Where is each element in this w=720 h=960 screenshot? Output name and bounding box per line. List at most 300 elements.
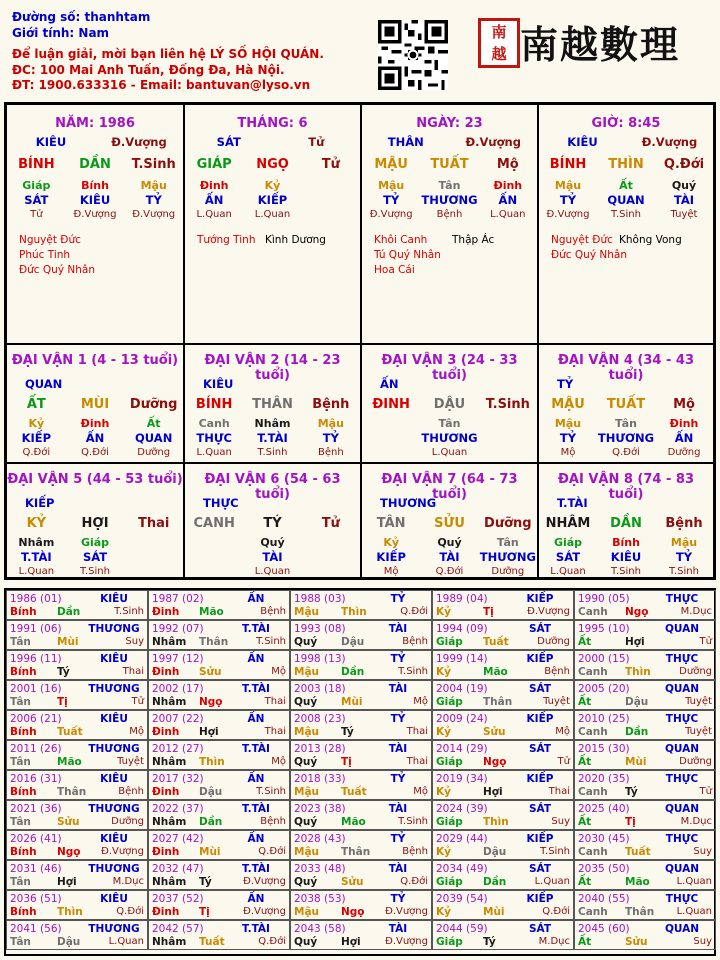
ten-god: THỰC [196,431,232,445]
stem: MẬU [374,157,408,172]
year-ten-god: SÁT [528,803,552,815]
year-growth-state: Dưỡng [679,666,712,677]
year-branch: Mão [341,816,366,828]
year-branch: Tị [625,816,636,828]
hidden-stem [302,536,360,549]
growth-state: Đ.Vượng [369,209,413,220]
annual-luck-cell [148,770,290,800]
shen-sha-star: Tướng Tinh [197,234,256,246]
ten-god: TỶ [559,431,577,445]
year-label: 2032 (47) [152,863,204,875]
year-growth-state: Đ.Vượng [385,936,428,947]
cell-row [7,447,183,458]
year-branch: Mão [483,666,508,678]
hidden-stem: Mậu [317,417,344,430]
year-ten-god: KIẾP [526,893,554,905]
annual-luck-cell [574,710,716,740]
year-growth-state: Tuyệt [117,756,144,767]
hidden-stem: Giáp [22,179,51,192]
annual-luck-cell [6,920,148,950]
annual-luck-cell [148,680,290,710]
year-label: 2018 (33) [294,773,346,785]
decade-star: T.TÀI [557,496,588,510]
year-growth-state: Q.Đới [542,906,570,917]
branch: DẦN [79,157,111,172]
year-branch: Ngọ [625,606,649,618]
year-stem: Giáp [436,876,463,888]
decade-luck-cell [361,344,538,463]
decade-luck-cell [6,463,184,578]
year-growth-state: T.Sinh [540,846,570,857]
growth-state: T.Sinh [80,566,110,577]
shen-sha-list [452,233,494,248]
year-growth-state: Thai [406,726,428,737]
year-ten-god: TÀI [388,743,408,755]
year-branch: Hợi [199,726,219,738]
year-growth-state: Q.Đới [400,876,428,887]
year-label: 2039 (54) [436,893,488,905]
year-stem: Tân [10,876,31,888]
ten-god: QUAN [607,193,645,207]
year-branch: Ngọ [199,696,223,708]
year-ten-god: KIÊU [100,713,128,725]
ten-god: SÁT [24,193,49,207]
hidden-stem: Ất [146,417,161,430]
decade-branch: HỢI [81,516,109,531]
pillar-state: Đ.Vượng [465,135,521,149]
year-branch: Ngọ [57,846,81,858]
year-ten-god: ẤN [247,833,265,845]
annual-luck-cell [432,860,574,890]
ten-god: KIÊU [79,193,111,207]
annual-luck-cell [148,740,290,770]
growth-state [302,566,360,577]
year-label: 2021 (36) [10,803,62,815]
hidden-stem: Kỷ [383,536,400,549]
year-ten-god: ẤN [247,653,265,665]
year-label: 1998 (13) [294,653,346,665]
decade-title: ĐẠI VẬN 8 (74 - 83 tuổi) [558,472,694,502]
cell-row [539,417,713,430]
shen-sha-star: Không Vong [619,234,682,246]
year-branch: Ngọ [341,906,365,918]
annual-luck-cell [290,740,432,770]
year-ten-god: ẤN [247,893,265,905]
shen-sha-star: Thập Ác [452,234,495,246]
cell-row [185,417,360,430]
cell-row [362,397,537,412]
year-label: 1991 (06) [10,623,62,635]
year-ten-god: SÁT [528,863,552,875]
cell-row [539,516,713,531]
annual-luck-table [4,588,716,956]
ten-god [124,550,183,564]
cell-row [7,516,183,531]
annual-luck-cell [6,770,148,800]
year-label: 1995 (10) [578,623,630,635]
ten-god: ẤN [498,193,518,207]
cell-row [7,157,183,172]
year-branch: Mùi [57,636,79,648]
stem: GIÁP [196,157,232,172]
year-growth-state: Tuyệt [685,696,712,707]
year-branch: Tị [57,696,68,708]
ten-god: THƯƠNG [479,550,536,564]
hidden-stem: Canh [198,417,230,430]
pillar-cell [538,104,714,344]
pillar-title: GIỜ: 8:45 [591,116,661,131]
hidden-stem: Mậu [140,179,167,192]
year-branch: Tý [57,666,70,678]
decade-state: Mộ [673,397,695,412]
year-branch: Hợi [57,876,77,888]
year-ten-god: T.TÀI [242,803,270,815]
annual-luck-cell [148,620,290,650]
ten-god: ẤN [674,431,694,445]
growth-state: L.Quan [431,447,468,458]
year-growth-state: Tử [131,696,144,707]
growth-state: Dưỡng [137,447,171,458]
year-ten-god: THƯƠNG [88,923,140,935]
year-branch: Tị [199,906,210,918]
year-label: 2011 (26) [10,743,62,755]
year-stem: Giáp [436,936,463,948]
year-branch: Dần [199,816,223,828]
year-label: 2008 (23) [294,713,346,725]
year-ten-god: T.TÀI [242,683,270,695]
year-ten-god: THƯƠNG [88,623,140,635]
branch: NGỌ [256,157,289,172]
year-label: 2033 (48) [294,863,346,875]
ten-god: TỶ [383,193,400,207]
year-stem: Tân [10,936,31,948]
year-ten-god: T.TÀI [242,923,270,935]
seal-char-1: 南 [491,22,507,41]
growth-state: L.Quan [550,566,586,577]
year-branch: Thân [199,636,229,648]
year-growth-state: Tử [699,636,712,647]
growth-state: T.Sinh [611,566,641,577]
cell-row [539,193,713,207]
growth-state: T.Sinh [611,209,641,220]
growth-state [479,447,537,458]
year-stem: Quý [294,816,318,828]
stem-state: Tử [321,157,340,172]
year-label: 2028 (43) [294,833,346,845]
cell-row [185,209,360,220]
growth-state: T.Sinh [669,566,699,577]
annual-luck-cell [432,920,574,950]
annual-luck-cell [574,860,716,890]
growth-state [185,566,243,577]
year-branch: Tuất [341,786,367,798]
cell-row [185,135,360,149]
year-stem: Ất [578,696,592,708]
hidden-stem: Ất [619,179,633,192]
year-ten-god: THỰC [665,773,699,785]
year-ten-god: KIẾP [526,653,554,665]
year-label: 2007 (22) [152,713,204,725]
cell-row [362,566,537,577]
annual-luck-cell [6,680,148,710]
brand-logo: 南越數理 [520,22,681,67]
year-growth-state: Mộ [271,666,286,677]
year-label: 2038 (53) [294,893,346,905]
cell-row [7,536,183,549]
year-label: 2043 (58) [294,923,346,935]
year-label: 2014 (29) [436,743,488,755]
cell-row [7,179,183,192]
decade-title: ĐẠI VẬN 5 (44 - 53 tuổi) [7,472,183,487]
year-ten-god: ẤN [247,593,265,605]
decade-state: Thai [138,516,170,531]
year-branch: Thìn [57,906,83,918]
year-branch: Thân [483,696,513,708]
year-stem: Ất [578,756,592,768]
year-stem: Mậu [294,786,320,798]
year-label: 2040 (55) [578,893,630,905]
year-label: 2005 (20) [578,683,630,695]
annual-luck-cell [290,890,432,920]
annual-luck-cell [148,890,290,920]
year-label: 2012 (27) [152,743,204,755]
year-ten-god: KIẾP [526,713,554,725]
year-branch: Tuất [483,636,509,648]
decade-state: Bệnh [312,397,350,412]
year-ten-god: THỰC [665,893,699,905]
cell-row [362,135,537,149]
shen-sha-list [619,233,682,248]
annual-luck-cell [432,650,574,680]
year-branch: Hợi [625,636,645,648]
decade-branch: TUẤT [606,397,646,412]
year-stem: Đinh [152,726,180,738]
cell-row [7,550,183,564]
year-growth-state: Bệnh [260,606,286,617]
year-ten-god: THƯƠNG [88,863,140,875]
year-label: 1988 (03) [294,593,346,605]
hidden-stem: Mậu [670,536,698,549]
stem-state: T.Sinh [131,157,176,172]
shen-sha-list [551,233,627,263]
year-ten-god: SÁT [528,923,552,935]
year-growth-state: Bệnh [260,816,286,827]
growth-state: L.Quan [196,209,232,220]
year-stem: Mậu [294,666,320,678]
decade-state: T.Sinh [485,397,530,412]
growth-state: Mộ [560,447,576,458]
annual-luck-cell [148,650,290,680]
cell-row [185,431,360,445]
year-growth-state: Bệnh [118,786,144,797]
decade-star: KIẾP [25,496,55,510]
annual-luck-cell [574,650,716,680]
year-ten-god: ẤN [247,713,265,725]
year-growth-state: Dưỡng [111,816,144,827]
ten-god: TÀI [673,193,695,207]
ten-god: QUAN [135,431,173,445]
ten-god: TỶ [675,550,693,564]
year-ten-god: KIÊU [100,773,128,785]
ten-god: T.TÀI [257,431,288,445]
annual-luck-cell [574,740,716,770]
year-growth-state: Đ.Vượng [243,906,286,917]
year-label: 2037 (52) [152,893,204,905]
account-line: Đường số: thanhtam [12,10,151,24]
growth-state: L.Quan [196,447,232,458]
decade-stem: ẤT [26,397,46,412]
year-ten-god: T.TÀI [242,863,270,875]
year-branch: Dần [57,606,81,618]
year-growth-state: Tuyệt [685,726,712,737]
growth-state: T.Sinh [257,447,288,458]
cell-row [185,193,360,207]
annual-luck-cell [574,590,716,620]
year-branch: Thân [57,786,87,798]
year-branch: Tý [625,786,638,798]
year-stem: Mậu [294,606,320,618]
annual-luck-cell [6,830,148,860]
year-stem: Đinh [152,606,180,618]
hidden-stem: Tân [438,179,461,192]
pillar-star: THÂN [387,135,424,149]
year-stem: Đinh [152,786,180,798]
year-branch: Tý [199,876,212,888]
cell-row [362,193,537,207]
year-branch: Thân [341,846,371,858]
annual-luck-cell [290,770,432,800]
annual-luck-cell [148,830,290,860]
cell-row [185,397,360,412]
cell-row [7,193,183,207]
annual-luck-cell [290,620,432,650]
year-growth-state: Thai [548,786,570,797]
year-stem: Ất [578,636,592,648]
cell-row [539,536,713,549]
annual-luck-cell [148,800,290,830]
decade-title: ĐẠI VẬN 1 (4 - 13 tuổi) [11,353,179,368]
annual-luck-cell [574,830,716,860]
year-label: 2030 (45) [578,833,630,845]
year-stem: Nhâm [152,696,187,708]
hidden-stem: Tân [438,417,461,430]
year-growth-state: Thai [264,726,286,737]
ten-god [362,431,420,445]
ten-god: KIẾP [257,193,288,207]
hidden-stem: Kỷ [28,417,45,430]
decade-stem: CANH [193,516,235,531]
year-label: 2015 (30) [578,743,630,755]
year-growth-state: T.Sinh [256,786,286,797]
year-label: 2029 (44) [436,833,488,845]
ten-god [302,550,360,564]
year-ten-god: QUAN [664,683,700,695]
year-ten-god: THỰC [665,593,699,605]
decade-star: QUAN [25,377,63,391]
year-stem: Đinh [152,666,180,678]
annual-luck-cell [574,920,716,950]
cell-row [7,135,183,149]
decade-star: TỶ [557,377,574,391]
phone-email-line: ĐT: 1900.633316 - Email: bantuvan@lyso.vn [12,78,311,92]
year-branch: Tuất [625,846,651,858]
year-branch: Tị [341,756,352,768]
year-stem: Kỷ [436,666,451,678]
year-branch: Mùi [199,846,221,858]
decade-state: Dưỡng [129,397,178,412]
year-growth-state: Mộ [129,726,144,737]
year-label: 1987 (02) [152,593,204,605]
annual-luck-cell [574,680,716,710]
annual-luck-cell [290,650,432,680]
year-ten-god: TỶ [390,713,406,725]
annual-luck-cell [148,860,290,890]
cell-row [185,157,360,172]
ten-god: ẤN [85,431,105,445]
annual-luck-cell [432,740,574,770]
hidden-stem: Nhâm [254,417,291,430]
cell-row [362,431,537,445]
year-stem: Nhâm [152,756,187,768]
year-label: 1992 (07) [152,623,204,635]
hidden-stem: Nhâm [18,536,55,549]
year-growth-state: Tử [557,756,570,767]
year-growth-state: T.Sinh [398,666,428,677]
cell-row [539,157,713,172]
year-stem: Tân [10,816,31,828]
decade-stem: BÍNH [195,397,233,412]
growth-state: L.Quan [490,209,526,220]
year-ten-god: THƯƠNG [88,683,140,695]
decade-branch: THÂN [252,397,293,412]
decade-star: THƯƠNG [380,496,437,510]
stem: BÍNH [18,157,55,172]
annual-luck-cell [574,770,716,800]
year-stem: Nhâm [152,876,187,888]
year-label: 2035 (50) [578,863,630,875]
decade-branch: MÙI [80,397,110,412]
hidden-stem: Mậu [554,417,582,430]
decade-star: ẤN [380,377,399,391]
decade-luck-cell [184,463,361,578]
year-ten-god: TỶ [390,593,406,605]
decade-branch: DẦN [610,516,642,531]
year-branch: Mão [199,606,224,618]
decade-branch: DẬU [433,397,466,412]
shen-sha-star: Nguyệt Đức [19,234,81,246]
cell-row [362,157,537,172]
ten-god: TỶ [559,193,577,207]
year-stem: Canh [578,846,608,858]
growth-state: Q.Đới [81,447,109,458]
year-growth-state: T.Sinh [114,606,144,617]
year-stem: Canh [578,606,608,618]
year-ten-god: TỶ [390,773,406,785]
stem: BÍNH [549,157,587,172]
year-label: 2020 (35) [578,773,630,785]
ten-god: TÀI [439,550,460,564]
cell-row [185,566,360,577]
year-ten-god: KIÊU [100,893,128,905]
year-branch: Sửu [199,666,222,678]
ten-god: TỶ [322,431,339,445]
ten-god: KIẾP [376,550,406,564]
year-stem: Tân [10,636,31,648]
year-ten-god: TÀI [388,923,408,935]
year-branch: Sửu [341,876,364,888]
cell-row [7,431,183,445]
shen-sha-star: Hoa Cái [374,264,415,276]
